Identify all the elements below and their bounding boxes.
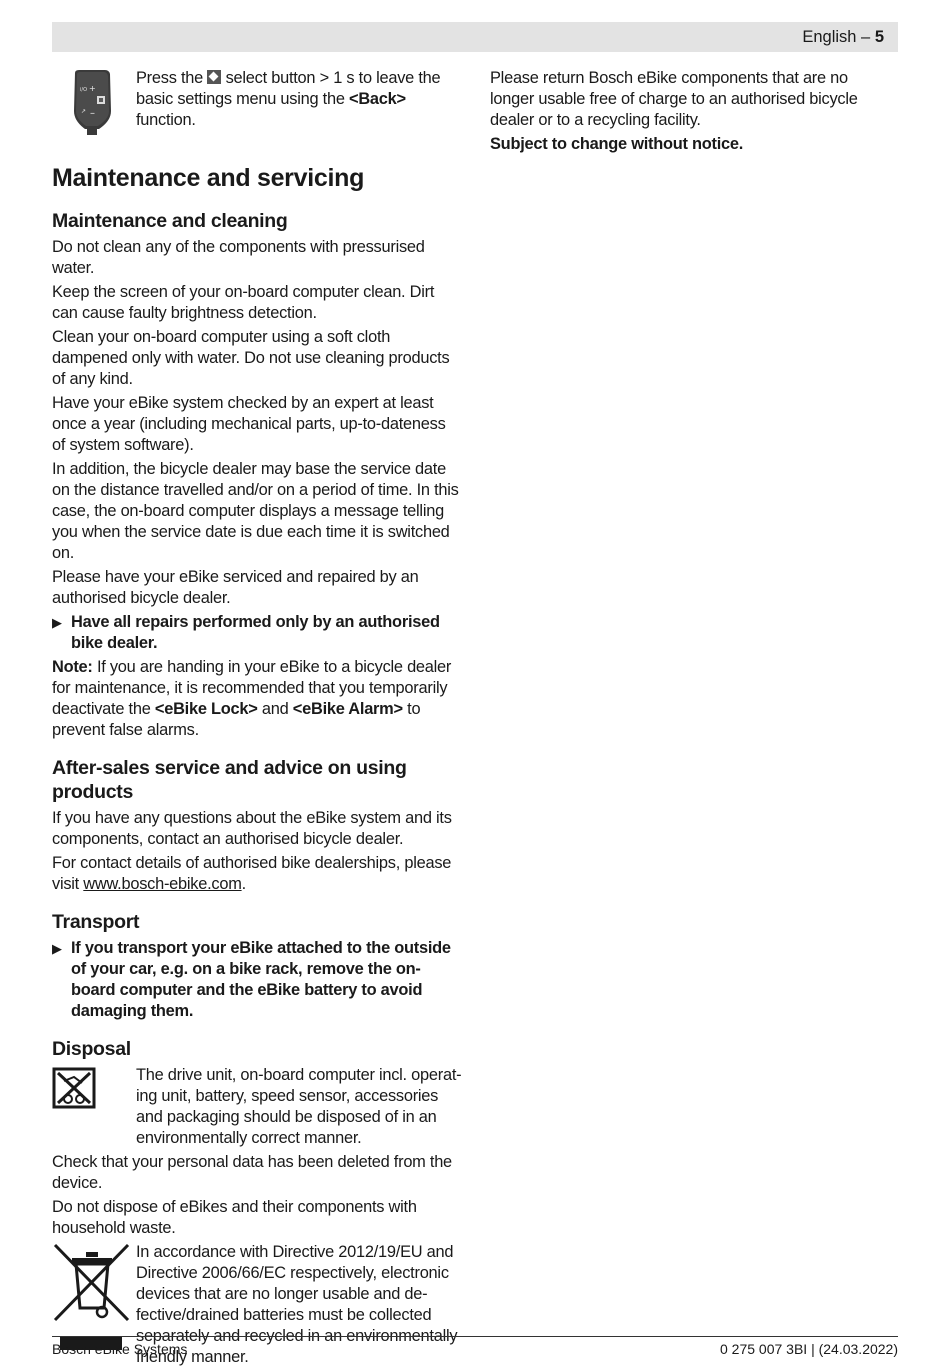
paragraph: In accordance with Directive 2012/19/EU and Directive 2006/66/EC respectively, electronic devices that are no longer usable and defective/drained batteries must be collected separately and recycled in an environmentally friendly manner. (136, 1243, 458, 1366)
page-header-text: English – 5 (802, 28, 884, 46)
bullet-arrow-icon: ▶ (52, 941, 62, 956)
disposal-block (52, 1065, 462, 1152)
paragraph: Please have your eBike serviced and repaired by an authorised bicycle dealer. (52, 568, 419, 607)
heading-transport: Transport (52, 911, 140, 933)
svg-text:↗: ↗ (81, 108, 87, 115)
paragraph: Do not dispose of eBikes and their components with household waste. (52, 1198, 417, 1237)
back-instruction: + i/O – ↗ Press the select button > 1 s to leave the basic settings menu using the <Back> function. (52, 68, 462, 143)
heading-disposal: Disposal (52, 1038, 131, 1060)
notice-text: Subject to change without notice. (490, 135, 744, 153)
right-column (490, 68, 896, 158)
recycling-disposal-icon (52, 1065, 136, 1115)
page-header (52, 22, 898, 52)
page-number: 5 (874, 28, 884, 46)
warning-bullet: ▶ If you transport your eBike attached to the outside of your car, e.g. on a bike rack, remove the on-board computer and the eBike battery to avoid damaging them. (52, 939, 451, 1020)
bullet-arrow-icon: ▶ (52, 615, 62, 630)
footer-publisher: Bosch eBike Systems (52, 1341, 188, 1357)
footer-divider (52, 1336, 898, 1337)
footer-doc-number: 0 275 007 3BI | (24.03.2022) (720, 1341, 898, 1357)
warning-bullet: ▶ Have all repairs performed only by an authorised bike dealer. (52, 613, 440, 652)
select-button-icon (207, 70, 221, 84)
svg-text:–: – (90, 108, 95, 119)
paragraph: Please return Bosch eBike components that are no longer usable free of charge to an authorised bicycle dealer or to a recycling facility. (490, 69, 858, 129)
heading-after-sales: After-sales service and advice on using products (52, 757, 407, 803)
heading-maintenance-cleaning: Maintenance and cleaning (52, 210, 288, 232)
bosch-ebike-link[interactable]: www.bosch-ebike.com (83, 875, 242, 893)
left-column (52, 68, 462, 1371)
paragraph: In addition, the bicycle dealer may base the service date on the distance travelled and/or on a period of time. In this case, the on-board computer displays a message telling you when the service date is due each time it is switched on. (52, 460, 459, 562)
paragraph: If you have any questions about the eBike system and its components, contact an authorised bicycle dealer. (52, 809, 452, 848)
note-paragraph: Note: If you are handing in your eBike to a bicycle dealer for maintenance, it is recommended that you temporarily deactivate the <eBike Lock> and <eBike Alarm> to prevent false alarms. (52, 658, 452, 739)
paragraph: Do not clean any of the components with pressurised water. (52, 238, 425, 277)
svg-text:i/O: i/O (80, 87, 88, 93)
paragraph: Clean your on-board computer using a soft cloth dampened only with water. Do not use cleaning products of any kind. (52, 328, 450, 388)
control-unit-icon (52, 68, 136, 143)
svg-text:+: + (89, 84, 96, 93)
paragraph: For contact details of authorised bike dealerships, please visit www.bosch-ebike.com. (52, 854, 452, 893)
paragraph: Check that your personal data has been deleted from the device. (52, 1153, 452, 1192)
paragraph: The drive unit, on-board computer incl. operating unit, battery, speed sensor, accessories and packaging should be disposed of in an environmentally correct manner. (136, 1066, 462, 1147)
paragraph: Have your eBike system checked by an expert at least once a year (including mechanical parts, up-to-dateness of system software). (52, 394, 446, 454)
section-title-maintenance: Maintenance and servicing (52, 164, 365, 192)
paragraph: Keep the screen of your on-board computer clean. Dirt can cause faulty brightness detection. (52, 283, 435, 322)
